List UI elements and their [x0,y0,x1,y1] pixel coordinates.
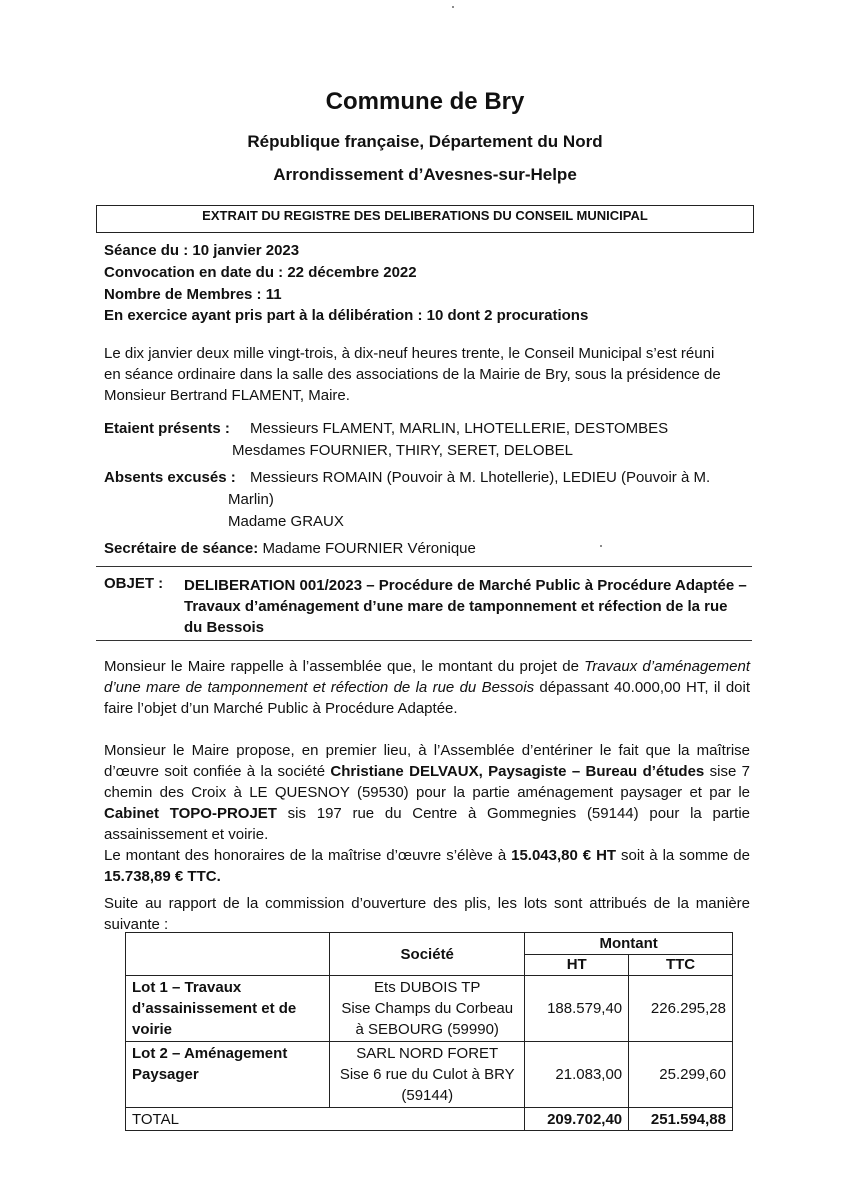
absents-label: Absents excusés : [104,469,236,486]
document-title: Commune de Bry [325,88,525,115]
presents-label: Etaient présents : [104,420,230,437]
total-label: TOTAL [126,1108,525,1131]
paragraph-attribution: Suite au rapport de la commission d’ouverture des plis, les lots sont attribués de la manière suivante : [104,895,750,933]
intro-line: en séance ordinaire dans la salle des associations de la Mairie de Bry, sous la présidence de [104,366,721,383]
register-title: EXTRAIT DU REGISTRE DES DELIBERATIONS DU CONSEIL MUNICIPAL [202,208,648,223]
total-ht: 209.702,40 [525,1108,629,1131]
table-header-ttc: TTC [629,954,733,976]
scan-speck [452,6,454,8]
table-header-montant: Montant [525,933,733,955]
lot-societe: Ets DUBOIS TP Sise Champs du Corbeau à SEBOURG (59990) [330,976,525,1042]
lot-montant-ttc: 25.299,60 [629,1042,733,1108]
seance-date: Séance du : 10 janvier 2023 [104,242,300,259]
lot-label: Lot 1 – Travaux d’assainissement et de voirie [126,976,330,1042]
table-header-row [126,933,733,955]
presents-mesdames: Mesdames FOURNIER, THIRY, SERET, DELOBEL [232,442,573,459]
objet-label: OBJET : [104,575,164,592]
lots-table [125,932,733,1131]
lot-montant-ht: 188.579,40 [525,976,629,1042]
divider [96,640,752,641]
absents-messieurs: Messieurs ROMAIN (Pouvoir à M. Lhotellerie), LEDIEU (Pouvoir à M. [250,469,711,486]
paragraph-rappel: Monsieur le Maire rappelle à l’assemblée que, le montant du projet de Travaux d’aménagement d’une mare de tamponnement et réfection de la rue du Bessois dépassant 40.000,00 HT, il doit faire l’objet d’un Marché Public à Procédure Adaptée. [104,658,751,717]
nombre-membres: Nombre de Membres : 11 [104,286,282,303]
register-title-box [96,205,754,233]
total-ttc: 251.594,88 [629,1108,733,1131]
table-total-row [126,1108,733,1131]
lot-montant-ttc: 226.295,28 [629,976,733,1042]
table-header-ht: HT [525,954,629,976]
secretaire-seance: Secrétaire de séance: Madame FOURNIER Véronique [104,540,476,557]
objet-text: DELIBERATION 001/2023 – Procédure de Marché Public à Procédure Adaptée – Travaux d’aménagement d’une mare de tamponnement et réfection de la rue du Bessois [184,577,747,636]
table-header-lot [126,933,330,976]
table-header-societe: Société [330,933,525,976]
table-row [126,976,733,1042]
paragraph-maitrise-oeuvre: Monsieur le Maire propose, en premier lieu, à l’Assemblée d’entériner le fait que la maîtrise d’œuvre soit confiée à la société Christiane DELVAUX, Paysagiste – Bureau d’études sise 7 chemin des Croix à LE QUESNOY (59530) pour la partie aménagement paysager et par le Cabinet TOPO-PROJET sis 197 rue du Centre à Gommegnies (59144) pour la partie assainissement et voirie. [104,742,750,843]
document-subtitle-republique: République française, Département du Nord [247,132,603,151]
paragraph-honoraires: Le montant des honoraires de la maîtrise d’œuvre s’élève à 15.043,80 € HT soit à la somme de 15.738,89 € TTC. [104,847,750,885]
divider [96,566,752,567]
lot-montant-ht: 21.083,00 [525,1042,629,1108]
table-row [126,1042,733,1108]
scan-speck [600,545,602,547]
absents-messieurs-cont: Marlin) [228,491,274,508]
lot-label: Lot 2 – Aménagement Paysager [126,1042,330,1108]
document-subtitle-arrondissement: Arrondissement d’Avesnes-sur-Helpe [273,165,577,184]
intro-paragraph [104,343,750,406]
presents-messieurs: Messieurs FLAMENT, MARLIN, LHOTELLERIE, DESTOMBES [250,420,669,437]
membres-exercice: En exercice ayant pris part à la délibération : 10 dont 2 procurations [104,307,589,324]
intro-line: Le dix janvier deux mille vingt-trois, à dix-neuf heures trente, le Conseil Municipal s’est réuni [104,345,715,362]
absents-madame: Madame GRAUX [228,513,344,530]
lot-societe: SARL NORD FORET Sise 6 rue du Culot à BRY (59144) [330,1042,525,1108]
convocation-date: Convocation en date du : 22 décembre 2022 [104,264,417,281]
intro-line: Monsieur Bertrand FLAMENT, Maire. [104,387,350,404]
